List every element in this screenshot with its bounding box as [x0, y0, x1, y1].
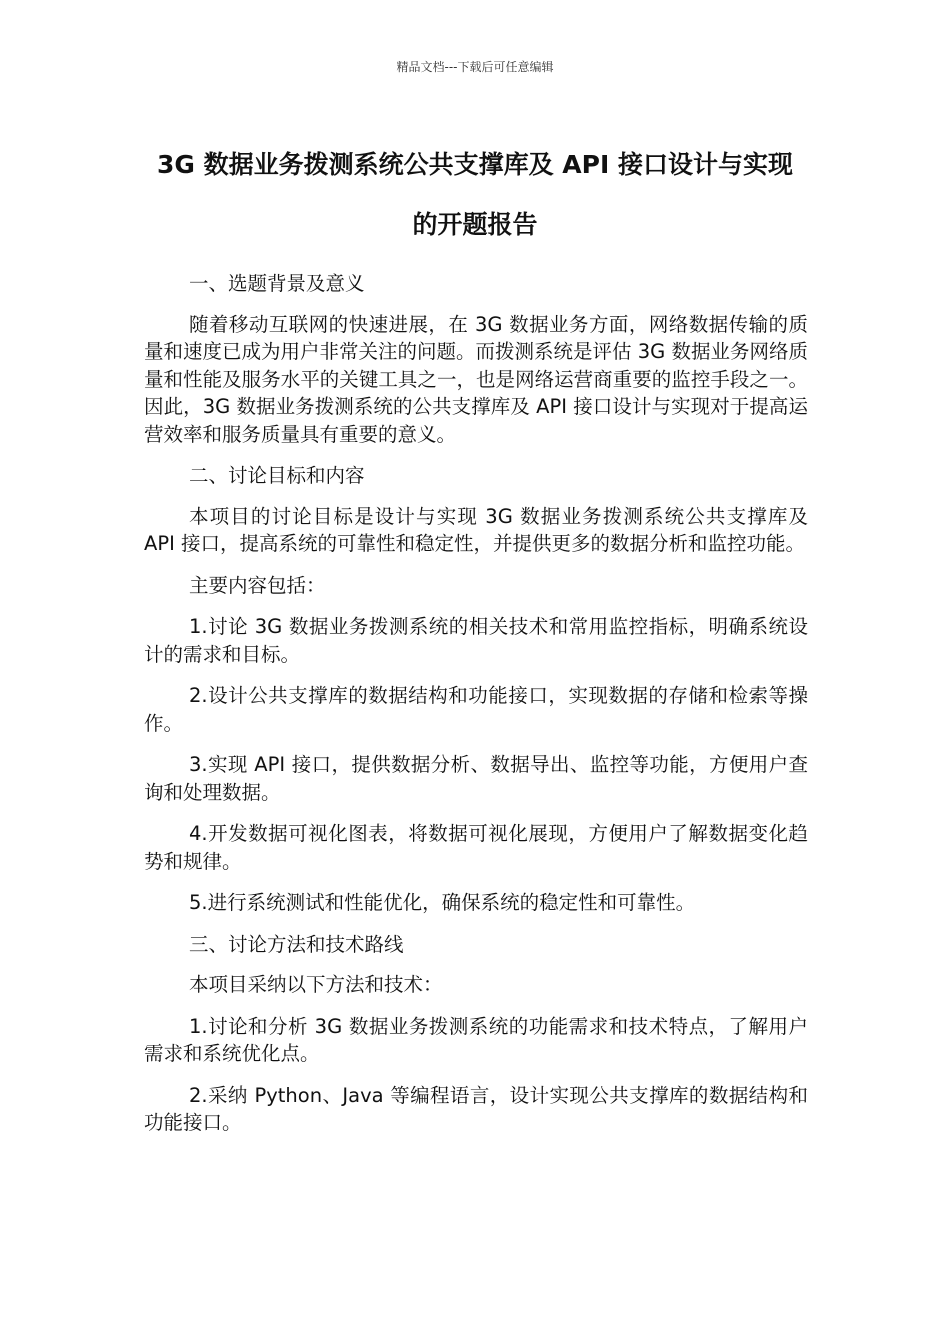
section-heading-methods: 三、讨论方法和技术路线: [189, 932, 404, 956]
list-item-content-1: 1.讨论 3G 数据业务拨测系统的相关技术和常用监控指标，明确系统设计的需求和目标。: [144, 615, 808, 666]
paragraph-main-content-intro: 主要内容包括：: [189, 573, 326, 597]
page-header-note: 精品文档---下载后可任意编辑: [396, 60, 554, 74]
list-item-method-2: 2.采纳 Python、Java 等编程语言，设计实现公共支撑库的数据结构和功能接口。: [144, 1083, 808, 1134]
paragraph-background: 随着移动互联网的快速进展，在 3G 数据业务方面，网络数据传输的质量和速度已成为用户非常关注的问题。而拨测系统是评估 3G 数据业务网络质量和性能及服务水平的关键工具之一，也是网络运营商重要的监控手段之一。因此，3G 数据业务拨测系统的公共支撑库及 API 接口设计与实现对于提高运营效率和服务质量具有重要的意义。: [144, 312, 808, 446]
list-item-content-4: 4.开发数据可视化图表，将数据可视化展现，方便用户了解数据变化趋势和规律。: [144, 822, 808, 873]
document-body: [144, 270, 808, 1151]
paragraph-goals: 本项目的讨论目标是设计与实现 3G 数据业务拨测系统公共支撑库及 API 接口，提高系统的可靠性和稳定性，并提供更多的数据分析和监控功能。: [144, 504, 808, 555]
list-item-content-5: 5.进行系统测试和性能优化，确保系统的稳定性和可靠性。: [189, 891, 696, 914]
document-title: 3G 数据业务拨测系统公共支撑库及 API 接口设计与实现的开题报告: [156, 150, 793, 239]
list-item-method-1: 1.讨论和分析 3G 数据业务拨测系统的功能需求和技术特点，了解用户需求和系统优化点。: [144, 1014, 808, 1065]
section-heading-background: 一、选题背景及意义: [189, 272, 365, 295]
list-item-content-3: 3.实现 API 接口，提供数据分析、数据导出、监控等功能，方便用户查询和处理数据。: [144, 753, 808, 804]
paragraph-methods-intro: 本项目采纳以下方法和技术：: [189, 973, 443, 996]
list-item-content-2: 2.设计公共支撑库的数据结构和功能接口，实现数据的存储和检索等操作。: [144, 684, 808, 735]
section-heading-goals: 二、讨论目标和内容: [189, 464, 365, 487]
